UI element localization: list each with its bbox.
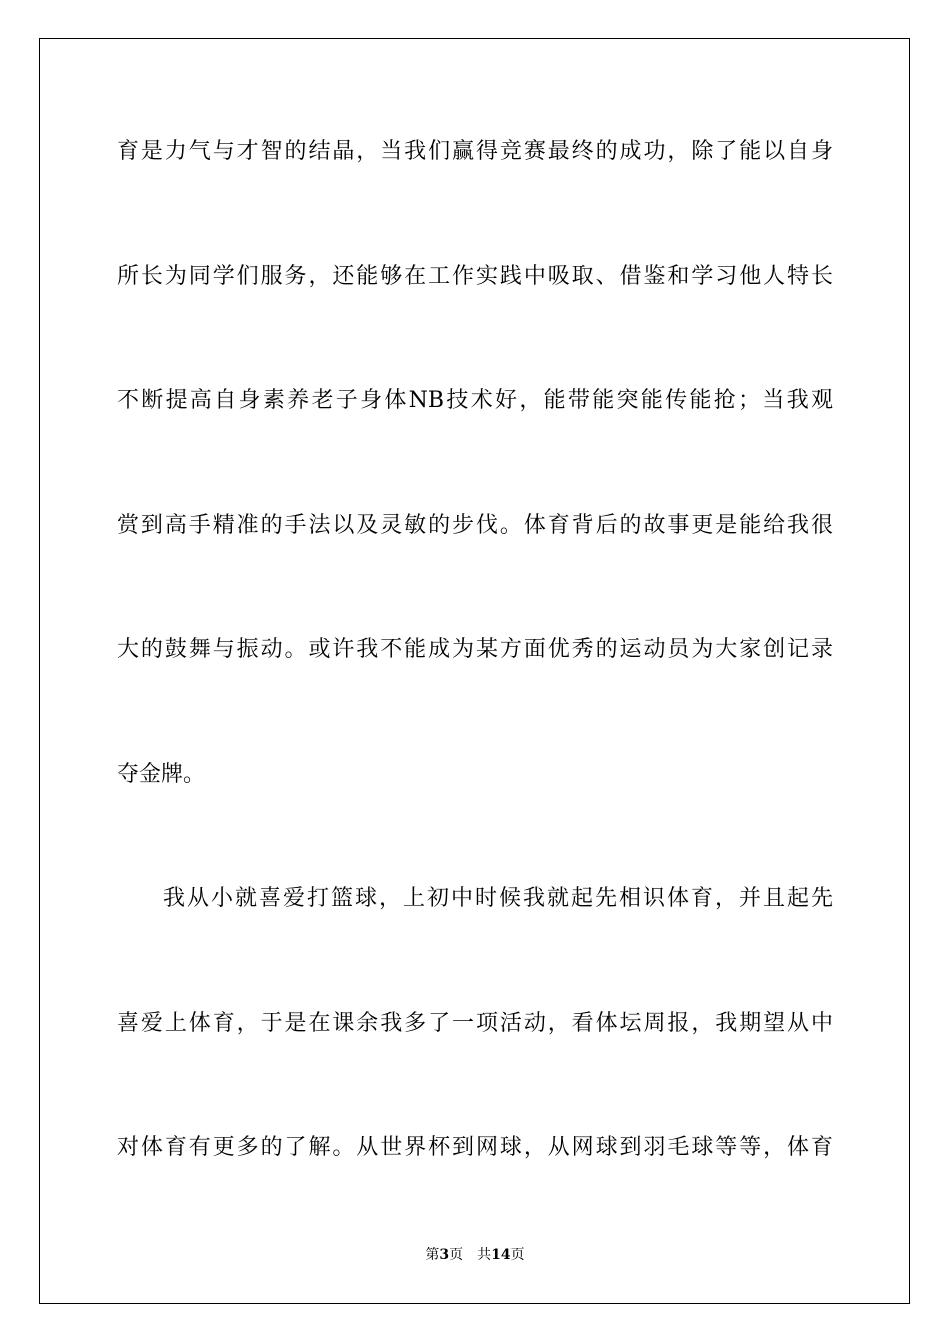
text-line: 不断提高自身素养老子身体NB技术好，能带能突能传能抢；当我观 [117,388,833,413]
total-prefix: 共 [477,1247,492,1263]
total-pages: 14 [491,1247,511,1263]
text-line: 所长为同学们服务，还能够在工作实践中吸取、借鉴和学习他人特长 [117,264,833,289]
page-border [39,38,910,1304]
page-footer [0,1246,950,1264]
text-line: 对体育有更多的了解。从世界杯到网球，从网球到羽毛球等等，体育 [117,1135,833,1160]
text-line: 赏到高手精准的手法以及灵敏的步伐。体育背后的故事更是能给我很 [117,513,833,538]
text-line: 夺金牌。 [117,762,206,787]
text-line: 我从小就喜爱打篮球，上初中时候我就起先相识体育，并且起先 [163,886,833,911]
page-suffix: 页 [449,1247,464,1263]
total-suffix: 页 [510,1247,525,1263]
text-line: 育是力气与才智的结晶，当我们赢得竞赛最终的成功，除了能以自身 [117,139,833,164]
page-number: 3 [439,1247,450,1263]
page-prefix: 第 [425,1247,440,1263]
text-line: 喜爱上体育，于是在课余我多了一项活动，看体坛周报，我期望从中 [117,1011,833,1036]
text-line: 大的鼓舞与振动。或许我不能成为某方面优秀的运动员为大家创记录 [117,637,833,662]
